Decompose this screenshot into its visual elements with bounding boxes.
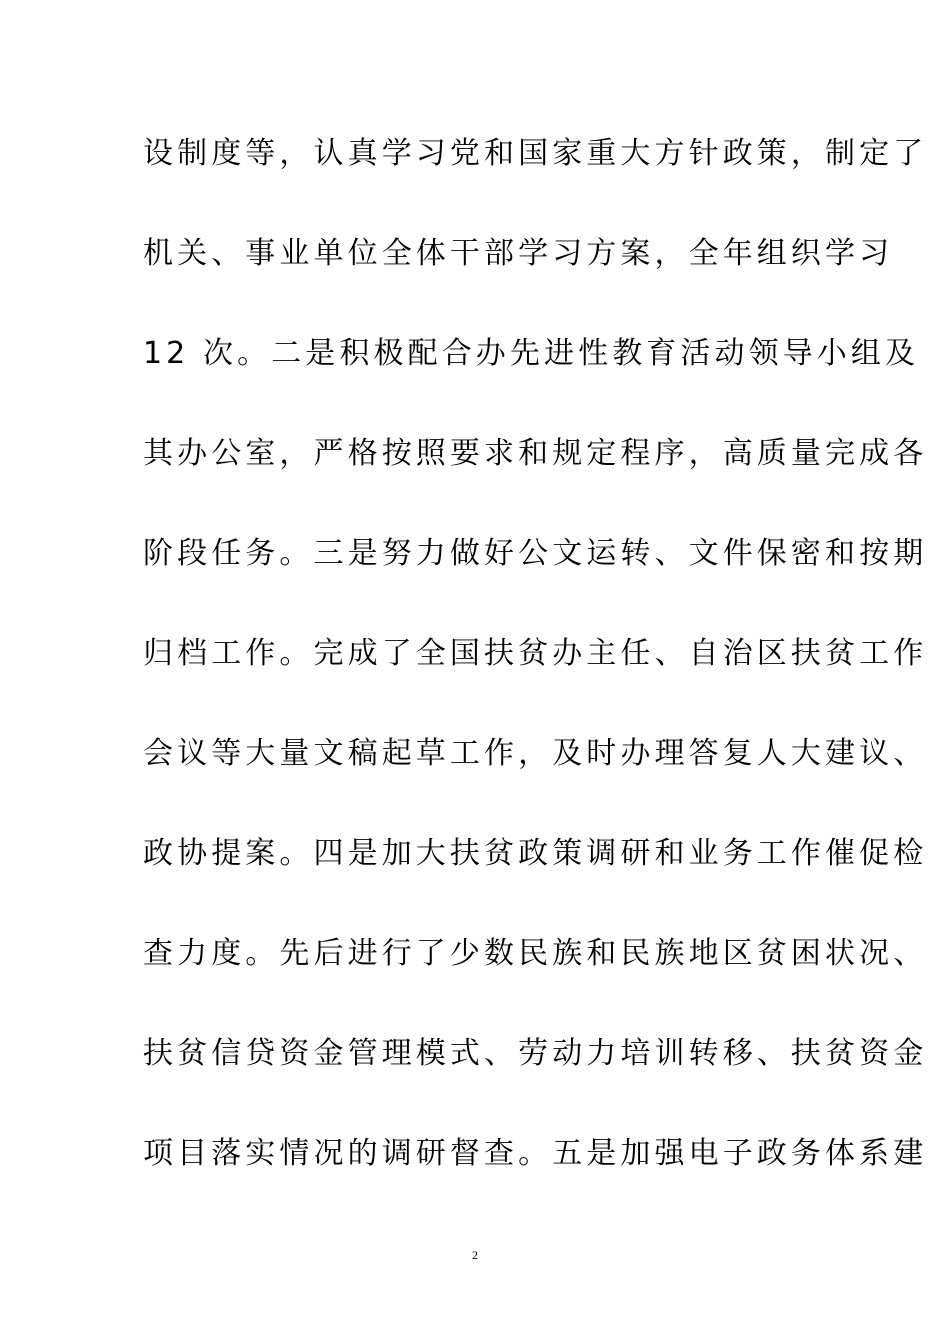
text-line-9: 查力度。先后进行了少数民族和民族地区贫困状况、 (143, 936, 928, 971)
body-paragraph (143, 130, 928, 1230)
text-line-11: 项目落实情况的调研督查。五是加强电子政务体系建 (143, 1136, 928, 1171)
text-line-6: 归档工作。完成了全国扶贫办主任、自治区扶贫工作 (143, 636, 928, 671)
text-line-2: 机关、事业单位全体干部学习方案，全年组织学习 (143, 236, 894, 271)
text-line-10: 扶贫信贷资金管理模式、劳动力培训转移、扶贫资金 (143, 1036, 928, 1071)
text-line-8: 政协提案。四是加大扶贫政策调研和业务工作催促检 (143, 836, 928, 871)
text-line-3: 12 次。二是积极配合办先进性教育活动领导小组及 (143, 336, 920, 371)
text-line-7: 会议等大量文稿起草工作，及时办理答复人大建议、 (143, 736, 928, 771)
page-number: 2 (472, 1248, 478, 1262)
text-line-4: 其办公室，严格按照要求和规定程序，高质量完成各 (143, 436, 928, 471)
text-line-5: 阶段任务。三是努力做好公文运转、文件保密和按期 (143, 536, 928, 571)
text-line-1: 设制度等，认真学习党和国家重大方针政策，制定了 (143, 136, 928, 171)
